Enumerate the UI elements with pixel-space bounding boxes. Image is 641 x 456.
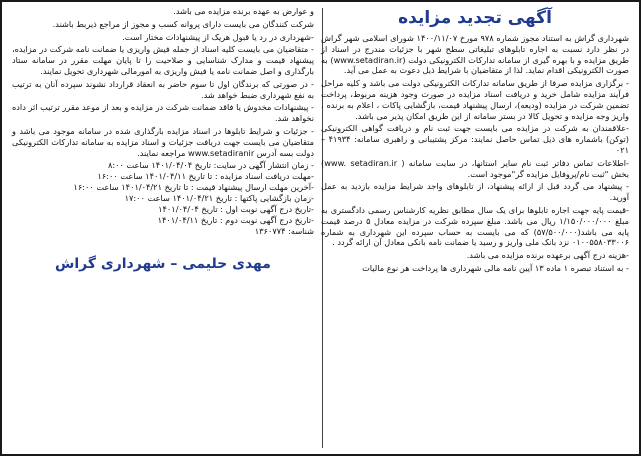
schedule-item: -آخرین مهلت ارسال پیشنهاد قیمت : تا تاریخ ۱۴۰۱/۰۴/۲۱ ساعت ۱۶:۰۰ [73,182,314,193]
schedule-item: -زمان بازگشایی پاکتها : تاریخ ۱۴۰۱/۰۴/۲۱ ساعت ۱۷:۰۰ [124,193,314,204]
list-item: -قیمت پایه جهت اجاره تابلوها برای یک سال مطابق نظریه کارشناس رسمی دادگستری به مبلغ ۱/۱۵۰/۰۰۰/۰۰۰ ریال می باشد. مبلغ سپرده شرکت در مزایده معادل ۵ درصد قیمت پایه می باشد(۵۷/۵۰۰/۰۰۰) که می بایست به حساب سپرده این شهرداری به شماره ۰۱۰۰۵۵۸۰۳۳۰۰۶ نزد بانک ملی واریز و رسید یا ضمانت نامه بانکی معادل آن ارائه گردد . [321,204,630,248]
list-item: -اطلاعات تماس دفاتر ثبت نام سایر استانها، در سایت سامانه ( www. setadiran.ir) بخش "ثبت نام/پروفایل مزایده گر"موجود است. [321,157,629,179]
list-item: شرکت کنندگان می بایست دارای پروانه کسب و مجوز از مراجع ذیربط باشند. [52,18,314,29]
list-item: - متقاضیان می بایست کلیه اسناد از جمله فیش واریزی یا ضمانت نامه شرکت در مزایده، پیشنهاد قیمت و مدارک شناسایی و صلاحیت را تا پایان مهلت مقرر در سامانه ستاد بارگذاری و اصل ضمانت نامه یا فیش واریزی به امورمالی شهرداری تحویل نمایند. [12,44,314,76]
schedule-item: - زمان انتشار آگهی در سایت: تاریخ ۱۴۰۱/۰۴/۰۴ ساعت ۸:۰۰ [107,160,314,171]
list-item: - پیشنهادات مخدوش یا فاقد ضمانت شرکت در مزایده و بعد از موعد مقرر ترتیب اثر داده نخواهد شد. [12,102,314,124]
notice-id: شناسه: ۱۳۶۰۷۷۴ [254,225,314,236]
list-item: -شهرداری در رد یا قبول هریک از پیشنهادات مختار است. [122,31,314,42]
schedule-item: -تاریخ درج آگهی نوبت اول : تاریخ ۱۴۰۱/۰۴/۰۴ [158,203,314,214]
list-item: - برگزاری مزایده صرفا از طریق سامانه تدارکات الکترونیکی دولت می باشد و کلیه مراحل فرآیند مزایده شامل خرید و دریافت اسناد مزایده در صورت وجود هزینه مربوط، پرداخت تضمین شرکت در مزایده (ودیعه)، ارسال پیشنهاد قیمت، بازگشایی پاکات ، اعلام به برنده ، واریز وجه مزایده و تحویل کالا در بستر سامانه از این طریق امکان پذیر می باشد. [321,78,629,121]
schedule-item: -تاریخ درج آگهی نوبت دوم : تاریخ ۱۴۰۱/۰۴/۱۱ [157,214,314,225]
left-column [6,6,318,450]
schedule-list [12,160,314,236]
list-item: -علاقمندان به شرکت در مزایده می بایست جهت ثبت نام و دریافت گواهی الکترونیکی (توکن) باشماره های ذیل تماس حاصل نمایند: مرکز پشتیبانی و راهبری سامانه: ۴۱۹۳۴ – ۰۲۱ [321,123,629,155]
list-item: - پیشنهاد می گردد قبل از ارائه پیشنهاد، از تابلوهای واجد شرایط مزایده بازدید به عمل آورید. [321,181,629,203]
conditions-list-left [12,6,314,158]
right-column [317,6,635,450]
list-item: و عوارض به عهده برنده مزایده می باشد. [173,6,314,16]
list-item: - به استناد تبصره ۱ ماده ۱۳ آیین نامه مالی شهرداری ها پرداخت هر نوع مالیات [362,262,629,273]
list-item: - در صورتی که برندگان اول تا سوم حاضر به انعقاد قرارداد نشوند سپرده آنان به ترتیب به نفع شهرداری ضبط خواهد شد. [12,78,314,100]
list-item: -هزینه درج آگهی برعهده برنده مزایده می باشد. [466,250,629,261]
intro-paragraph: شهرداری گراش به استناد مجوز شماره ۹۷۸ مورخ ۱۴۰۰/۱۱/۰۷ شورای اسلامی شهر گراش در نظر دارد نسبت به اجاره تابلوهای تبلیغاتی سطح شهر با جزئیات مندرج در اسناد از طریق مزایده و با بهره گیری از سامانه تدارکات الکترونیکی دولت (www.setadiran.ir) به صورت الکترونیکی اقدام نماید. لذا از متقاضیان با شرایط ذیل دعوت به عمل می آید. [321,33,630,76]
schedule-item: -مهلت دریافت اسناد مزایده : تا تاریخ ۱۴۰۱/۰۴/۱۱ ساعت ۱۶:۰۰ [97,171,314,182]
notice-title: آگهی تجدید مزایده [398,8,552,28]
list-item: - جزئیات و شرایط تابلوها در اسناد مزایده بارگذاری شده در سامانه موجود می باشد و متقاضیان می بایست جهت دریافت جزئیات و اسناد مزایده به سامانه تدارکات الکترونیکی دولت بسه آدرس www.setadiranir مراجعه نمایند. [12,125,314,158]
signature: مهدی حلیمی – شهرداری گراش [55,255,271,272]
conditions-list-right [321,78,629,274]
